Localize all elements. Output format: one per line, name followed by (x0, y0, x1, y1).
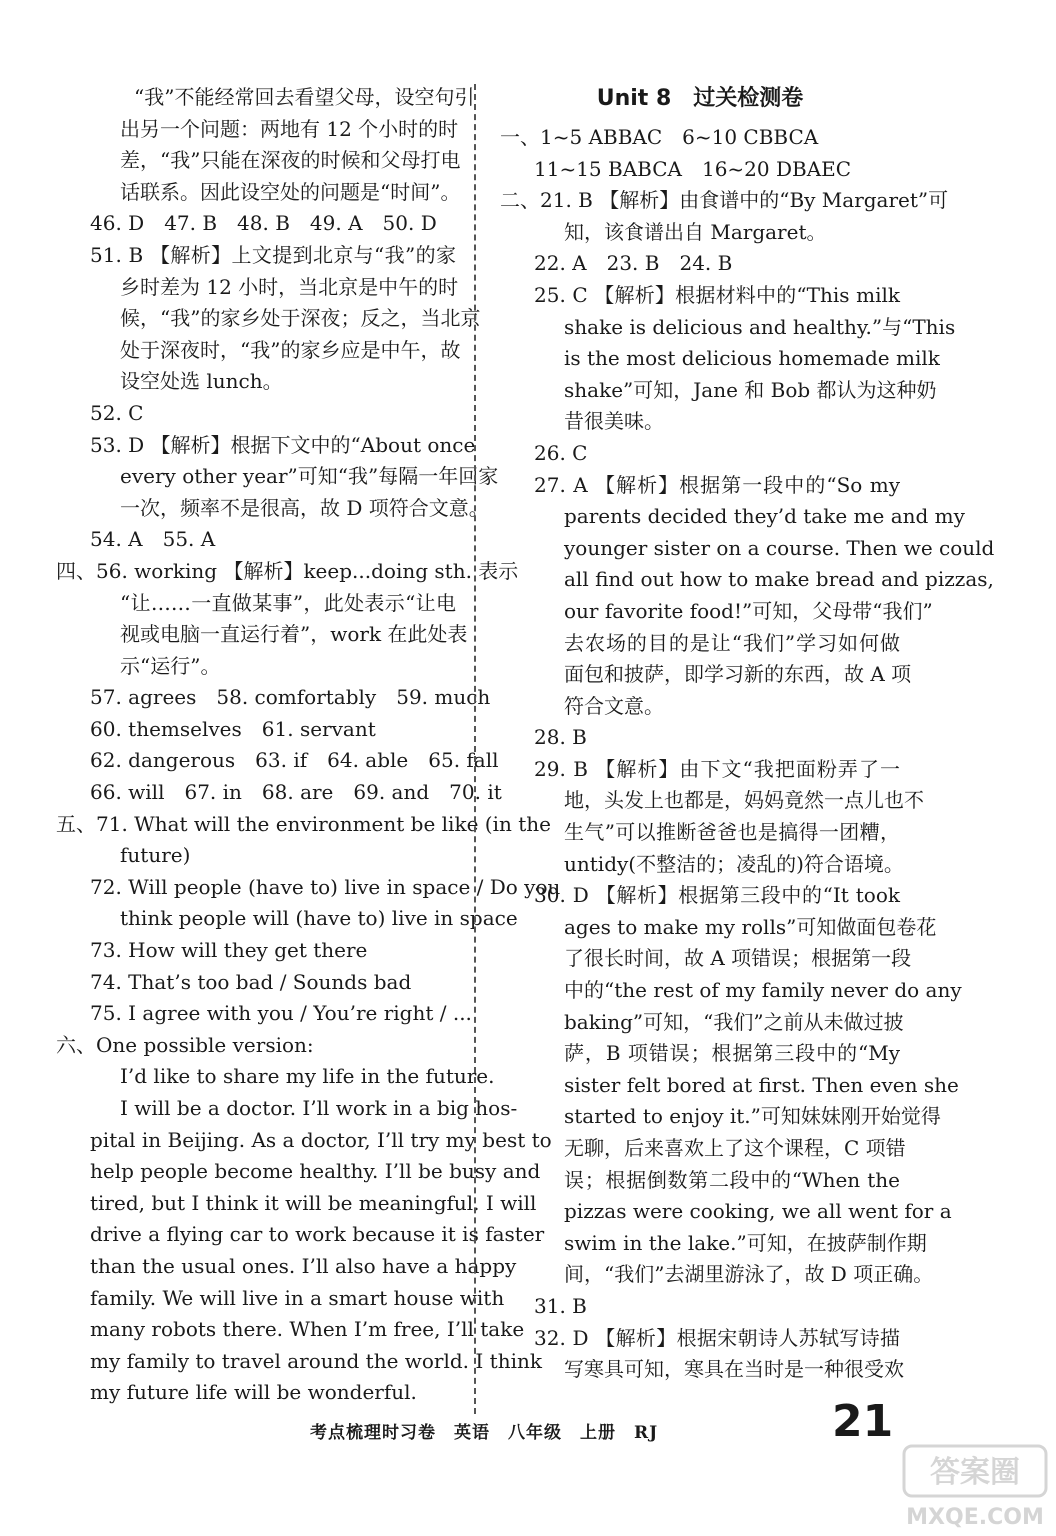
right-line: 写寒具可知，寒具在当时是一种很受欢 (564, 1357, 904, 1382)
left-line: 四、56. working 【解析】keep...doing sth. 表示 (56, 558, 519, 583)
right-line: 29. B 【解析】由下文“我把面粉弄了一 (534, 756, 900, 781)
right-line: 去农场的目的是让“我们”学习如何做 (564, 630, 900, 655)
left-line: my future life will be wonderful. (90, 1380, 417, 1405)
page-number: 21 (832, 1396, 894, 1447)
right-line: 无聊，后来喜欢上了这个课程，C 项错 (564, 1136, 906, 1160)
page-footer: 考点梳理时习卷 英语 八年级 上册 RJ (310, 1423, 659, 1443)
right-column-lines (500, 122, 995, 1386)
right-line: pizzas were cooking, we all went for a (564, 1199, 952, 1224)
right-line: 二、21. B 【解析】由食谱中的“By Margaret”可 (500, 188, 949, 213)
right-line: 28. B (534, 725, 587, 750)
right-line: 中的“the rest of my family never do any (564, 978, 962, 1003)
left-line: 五、71. What will the environment be like (in the (56, 811, 551, 836)
left-line: 66. will 67. in 68. are 69. and 70. it (90, 780, 502, 805)
left-line: 处于深夜时，“我”的家乡应是中午，故 (120, 337, 461, 362)
right-line: 误；根据倒数第二段中的“When the (564, 1167, 900, 1192)
left-line: 57. agrees 58. comfortably 59. much (90, 685, 491, 710)
left-line: drive a flying car to work because it is faster (90, 1222, 545, 1247)
right-line: 符合文意。 (564, 693, 664, 718)
left-line: “我”不能经常回去看望父母，设空句引 (134, 85, 475, 109)
right-line: 面包和披萨，即学习新的东西，故 A 项 (564, 662, 912, 687)
left-line: think people will (have to) live in space (120, 906, 518, 931)
svg-text:答案圈: 答案圈 (930, 1455, 1020, 1490)
left-line: many robots there. When I’m free, I’ll take (90, 1317, 525, 1342)
right-line: shake is delicious and healthy.”与“This (564, 314, 956, 339)
unit-title: Unit 8 过关检测卷 (596, 86, 804, 111)
left-line: I will be a doctor. I’ll work in a big hos- (120, 1096, 518, 1120)
left-line: 72. Will people (have to) live in space / Do you (90, 874, 561, 899)
right-line: 30. D 【解析】根据第三段中的“It took (534, 883, 900, 908)
watermark-logo (900, 1440, 1050, 1532)
left-line: 示“运行”。 (120, 653, 221, 678)
left-line: 话联系。因此设空处的问题是“时间”。 (120, 179, 461, 204)
right-line: started to enjoy it.”可知妹妹刚开始觉得 (564, 1104, 941, 1129)
left-line: 51. B 【解析】上文提到北京与“我”的家 (90, 242, 456, 267)
left-line: 候，“我”的家乡处于深夜；反之，当北京 (120, 306, 481, 331)
left-line: 62. dangerous 63. if 64. able 65. fall (90, 748, 499, 773)
right-line: 昔很美味。 (564, 409, 664, 434)
right-line: 一、1~5 ABBAC 6~10 CBBCA (500, 125, 819, 149)
left-line: future) (120, 843, 191, 868)
right-line: 萨，B 项错误；根据第三段中的“My (564, 1041, 900, 1066)
left-line: 75. I agree with you / You’re right / ... (90, 1001, 472, 1026)
svg-text:MXQE.COM: MXQE.COM (906, 1505, 1044, 1530)
left-line: than the usual ones. I’ll also have a happy (90, 1253, 517, 1278)
right-line: 间，“我们”去湖里游泳了，故 D 项正确。 (564, 1262, 934, 1287)
left-line: 六、One possible version: (56, 1032, 314, 1057)
right-line: 知，该食谱出自 Margaret。 (564, 219, 827, 244)
right-line: 27. A 【解析】根据第一段中的“So my (534, 472, 900, 497)
right-line: sister felt bored at first. Then even she (564, 1072, 959, 1097)
right-line: all find out how to make bread and pizzas, (564, 567, 994, 592)
left-line: pital in Beijing. As a doctor, I’ll try my best to (90, 1127, 552, 1152)
right-line: swim in the lake.”可知，在披萨制作期 (564, 1230, 927, 1255)
left-line: 54. A 55. A (90, 527, 216, 552)
right-line: parents decided they’d take me and my (564, 504, 965, 529)
left-line: I’d like to share my life in the future. (120, 1064, 495, 1089)
right-line: is the most delicious homemade milk (564, 346, 940, 371)
right-line: 31. B (534, 1293, 587, 1318)
right-line: 了很长时间，故 A 项错误；根据第一段 (564, 946, 912, 971)
left-line: 差，“我”只能在深夜的时候和父母打电 (120, 148, 461, 173)
right-line: 32. D 【解析】根据宋朝诗人苏轼写诗描 (534, 1325, 900, 1350)
right-line: our favorite food!”可知，父母带“我们” (564, 598, 933, 623)
right-line: 11~15 BABCA 16~20 DBAEC (534, 156, 852, 181)
right-line: 生气”可以推断爸爸也是搞得一团糟， (564, 820, 900, 845)
right-line: shake”可知，Jane 和 Bob 都认为这种奶 (564, 377, 937, 402)
left-line: 52. C (90, 400, 144, 425)
left-line: every other year”可知“我”每隔一年回家 (120, 464, 499, 489)
left-line: 74. That’s too bad / Sounds bad (90, 969, 412, 994)
left-line: 46. D 47. B 48. B 49. A 50. D (90, 211, 437, 236)
left-line: 73. How will they get there (90, 938, 368, 963)
left-line: 设空处选 lunch。 (120, 369, 283, 394)
left-line: “让……一直做某事”，此处表示“让电 (120, 590, 456, 615)
left-line: 乡时差为 12 小时，当北京是中午的时 (120, 274, 459, 299)
left-line: help people become healthy. I’ll be busy and (90, 1159, 541, 1184)
right-line: 26. C (534, 440, 588, 465)
right-line: untidy(不整洁的；凌乱的)符合语境。 (564, 851, 904, 876)
left-line: tired, but I think it will be meaningful. I will (90, 1190, 537, 1215)
left-line: my family to travel around the world. I think (90, 1348, 542, 1373)
left-line: 视或电脑一直运行着”，work 在此处表 (120, 622, 468, 647)
left-line: family. We will live in a smart house with (90, 1285, 505, 1310)
right-line: 25. C 【解析】根据材料中的“This milk (534, 282, 900, 307)
left-line: 60. themselves 61. servant (90, 716, 376, 741)
left-line: 一次，频率不是很高，故 D 项符合文意。 (120, 495, 489, 520)
right-line: younger sister on a course. Then we could (564, 535, 995, 560)
left-line: 53. D 【解析】根据下文中的“About once (90, 432, 476, 457)
right-line: 地，头发上也都是，妈妈竟然一点儿也不 (564, 788, 924, 813)
right-line: 22. A 23. B 24. B (534, 251, 733, 276)
right-column (500, 82, 995, 1386)
column-divider (474, 84, 476, 1414)
right-line: baking”可知，“我们”之前从未做过披 (564, 1009, 904, 1034)
left-line: 出另一个问题：两地有 12 个小时的时 (120, 116, 459, 141)
right-line: ages to make my rolls”可知做面包卷花 (564, 914, 937, 939)
